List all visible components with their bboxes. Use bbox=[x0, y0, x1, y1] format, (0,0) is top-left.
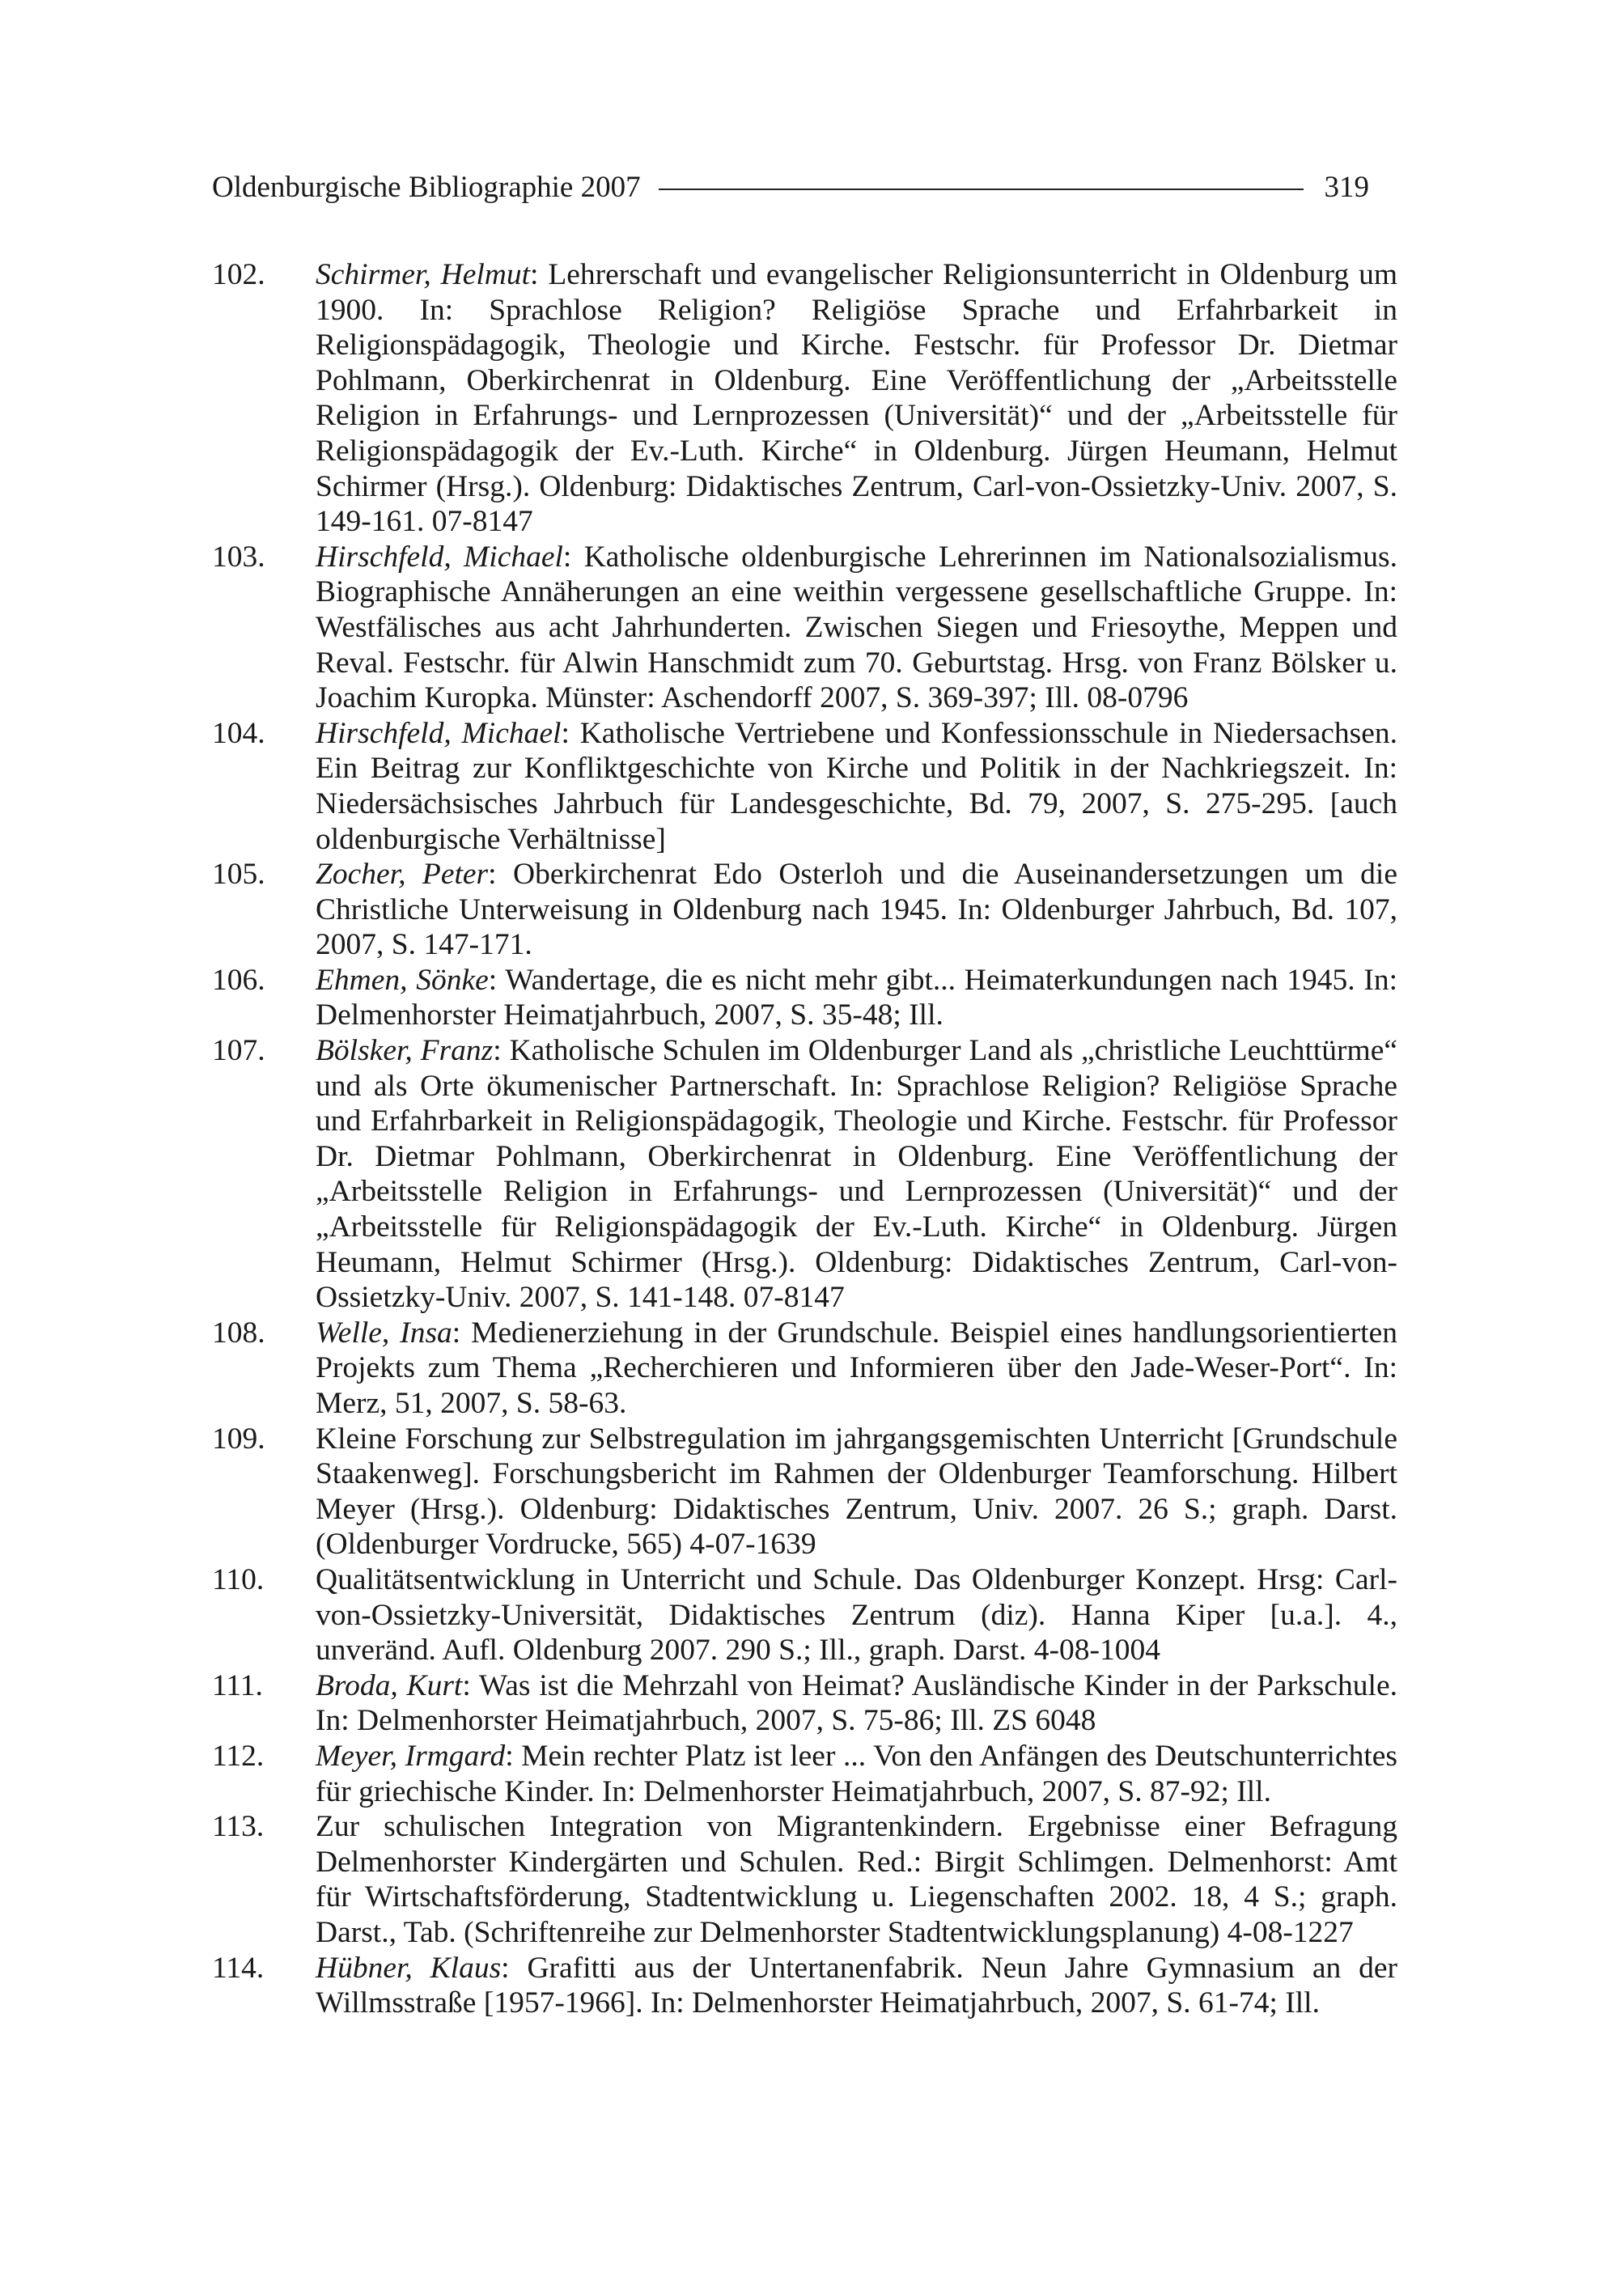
entry-author: Bölsker, Franz bbox=[316, 1034, 494, 1068]
entry-citation: : Katholische oldenburgische Lehrerinnen im Nationalsozialismus. Biographische Annäherungen an eine weithin vergessene gesellschaftliche Gruppe. In: Westfälisches aus acht Jahrhunderten. Zwischen Siegen und Friesoythe, Meppen und Reval. Festschr. für Alwin Hanschmidt zum 70. Geburtstag. Hrsg. von Franz Bölsker u. Joachim Kuropka. Münster: Aschendorff 2007, S. 369-397; Ill. 08-0796 bbox=[316, 540, 1397, 715]
entry-text bbox=[316, 1951, 1397, 2021]
entry-number: 114. bbox=[212, 1951, 265, 1985]
bibliography-entry bbox=[212, 1809, 1397, 1950]
entry-citation: Qualitätsentwicklung in Unterricht und Schule. Das Oldenburger Konzept. Hrsg: Carl-von-Ossietzky-Universität, Didaktisches Zentrum (diz). Hanna Kiper [u.a.]. 4., unveränd. Aufl. Oldenburg 2007. 290 S.; Ill., graph. Darst. 4-08-1004 bbox=[316, 1562, 1397, 1668]
entry-number: 106. bbox=[212, 963, 265, 997]
entry-number: 108. bbox=[212, 1316, 265, 1350]
entry-author: Hirschfeld, Michael bbox=[316, 716, 562, 750]
header-rule bbox=[659, 189, 1304, 190]
entry-text bbox=[316, 1562, 1397, 1668]
entry-text bbox=[316, 1316, 1397, 1422]
entry-citation: : Oberkirchenrat Edo Osterloh und die Auseinandersetzungen um die Christliche Unterweisung in Oldenburg nach 1945. In: Oldenburger Jahrbuch, Bd. 107, 2007, S. 147-171. bbox=[316, 858, 1397, 962]
page-header bbox=[212, 167, 1369, 207]
entry-number: 107. bbox=[212, 1034, 265, 1068]
entry-citation: Zur schulischen Integration von Migrantenkindern. Ergebnisse einer Befragung Delmenhorster Kindergärten und Schulen. Red.: Birgit Schlimgen. Delmenhorst: Amt für Wirtschaftsförderung, Stadtentwicklung u. Liegenschaften 2002. 18, 4 S.; graph. Darst., Tab. (Schriftenreihe zur Delmenhorster Stadtentwicklungsplanung) 4-08-1227 bbox=[316, 1810, 1397, 1949]
entry-text bbox=[316, 1739, 1397, 1809]
entry-citation: : Katholische Vertriebene und Konfessionsschule in Niedersachsen. Ein Beitrag zur Konfliktgeschichte von Kirche und Politik in der Nachkriegszeit. In: Niedersächsisches Jahrbuch für Landesgeschichte, Bd. 79, 2007, S. 275-295. [auch oldenburgische Verhältnisse] bbox=[316, 716, 1397, 856]
running-title: Oldenburgische Bibliographie 2007 bbox=[212, 170, 641, 204]
entry-text bbox=[316, 540, 1397, 716]
entry-number: 105. bbox=[212, 858, 265, 892]
entry-text bbox=[316, 1422, 1397, 1562]
bibliography-entry bbox=[212, 716, 1397, 857]
entry-citation: : Mein rechter Platz ist leer ... Von den Anfängen des Deutschunterrichtes für griechische Kinder. In: Delmenhorster Heimatjahrbuch, 2007, S. 87-92; Ill. bbox=[316, 1739, 1397, 1808]
entry-number: 104. bbox=[212, 716, 265, 750]
entry-author: Meyer, Irmgard bbox=[316, 1739, 506, 1773]
entry-number: 103. bbox=[212, 540, 265, 574]
entry-text bbox=[316, 1033, 1397, 1316]
entry-author: Hübner, Klaus bbox=[316, 1951, 502, 1985]
entry-text bbox=[316, 257, 1397, 540]
entry-text bbox=[316, 857, 1397, 963]
entry-citation: : Was ist die Mehrzahl von Heimat? Ausländische Kinder in der Parkschule. In: Delmenhorster Heimatjahrbuch, 2007, S. 75-86; Ill. ZS 6048 bbox=[316, 1668, 1397, 1738]
entry-citation: : Lehrerschaft und evangelischer Religionsunterricht in Oldenburg um 1900. In: Sprachlose Religion? Religiöse Sprache und Erfahrbarkeit in Religionspädagogik, Theologie und Kirche. Festschr. für Professor Dr. Dietmar Pohlmann, Oberkirchenrat in Oldenburg. Eine Veröffentlichung der „Arbeitsstelle Religion in Erfahrungs- und Lernprozessen (Universität)“ und der „Arbeitsstelle für Religionspädagogik der Ev.-Luth. Kirche“ in Oldenburg. Jürgen Heumann, Helmut Schirmer (Hrsg.). Oldenburg: Didaktisches Zentrum, Carl-von-Ossietzky-Univ. 2007, S. 149-161. 07-8147 bbox=[316, 258, 1398, 539]
entry-author: Zocher, Peter bbox=[316, 858, 489, 892]
entry-number: 102. bbox=[212, 258, 265, 291]
entry-author: Schirmer, Helmut bbox=[316, 258, 531, 291]
bibliography-entry bbox=[212, 1033, 1397, 1316]
bibliography-entry bbox=[212, 1739, 1397, 1809]
entry-number: 113. bbox=[212, 1810, 265, 1844]
entry-citation: : Wandertage, die es nicht mehr gibt... Heimaterkundungen nach 1945. In: Delmenhorster Heimatjahrbuch, 2007, S. 35-48; Ill. bbox=[316, 963, 1397, 1032]
entry-citation: : Medienerziehung in der Grundschule. Beispiel eines handlungsorientierten Projekts zum Thema „Recherchieren und Informieren über den Jade-Weser-Port“. In: Merz, 51, 2007, S. 58-63. bbox=[316, 1316, 1397, 1420]
bibliography-entry bbox=[212, 1668, 1397, 1739]
entry-text bbox=[316, 716, 1397, 857]
entry-number: 112. bbox=[212, 1739, 265, 1773]
entry-citation: : Katholische Schulen im Oldenburger Land als „christliche Leuchttürme“ und als Orte ökumenischer Partnerschaft. In: Sprachlose Religion? Religiöse Sprache und Erfahrbarkeit in Religionspädagogik, Theologie und Kirche. Festschr. für Professor Dr. Dietmar Pohlmann, Oberkirchenrat in Oldenburg. Eine Veröffentlichung der „Arbeitsstelle Religion in Erfahrungs- und Lernprozessen (Universität)“ und der „Arbeitsstelle für Religionspädagogik der Ev.-Luth. Kirche“ in Oldenburg. Jürgen Heumann, Helmut Schirmer (Hrsg.). Oldenburg: Didaktisches Zentrum, Carl-von-Ossietzky-Univ. 2007, S. 141-148. 07-8147 bbox=[316, 1034, 1397, 1315]
entry-author: Ehmen, Sönke bbox=[316, 963, 489, 997]
entry-number: 110. bbox=[212, 1562, 265, 1596]
entry-author: Welle, Insa bbox=[316, 1316, 452, 1350]
entry-number: 111. bbox=[212, 1668, 263, 1702]
entry-author: Hirschfeld, Michael bbox=[316, 540, 563, 574]
bibliography-list bbox=[212, 257, 1397, 2021]
bibliography-entry bbox=[212, 857, 1397, 963]
bibliography-entry bbox=[212, 1316, 1397, 1422]
entry-text bbox=[316, 963, 1397, 1033]
bibliography-entry bbox=[212, 1422, 1397, 1562]
bibliography-entry bbox=[212, 963, 1397, 1033]
entry-text bbox=[316, 1668, 1397, 1739]
bibliography-entry bbox=[212, 1951, 1397, 2021]
entry-citation: Kleine Forschung zur Selbstregulation im jahrgangsgemischten Unterricht [Grundschule Staakenweg]. Forschungsbericht im Rahmen der Oldenburger Teamforschung. Hilbert Meyer (Hrsg.). Oldenburg: Didaktisches Zentrum, Univ. 2007. 26 S.; graph. Darst. (Oldenburger Vordrucke, 565) 4-07-1639 bbox=[316, 1422, 1397, 1562]
entry-text bbox=[316, 1809, 1397, 1950]
bibliography-entry bbox=[212, 540, 1397, 716]
bibliography-entry bbox=[212, 1562, 1397, 1668]
entry-number: 109. bbox=[212, 1422, 265, 1456]
bibliography-entry bbox=[212, 257, 1397, 540]
entry-citation: : Grafitti aus der Untertanenfabrik. Neun Jahre Gymnasium an der Willmsstraße [1957-1966]. In: Delmenhorster Heimatjahrbuch, 2007, S. 61-74; Ill. bbox=[316, 1951, 1397, 2020]
page-number: 319 bbox=[1324, 170, 1369, 204]
entry-author: Broda, Kurt bbox=[316, 1668, 463, 1702]
